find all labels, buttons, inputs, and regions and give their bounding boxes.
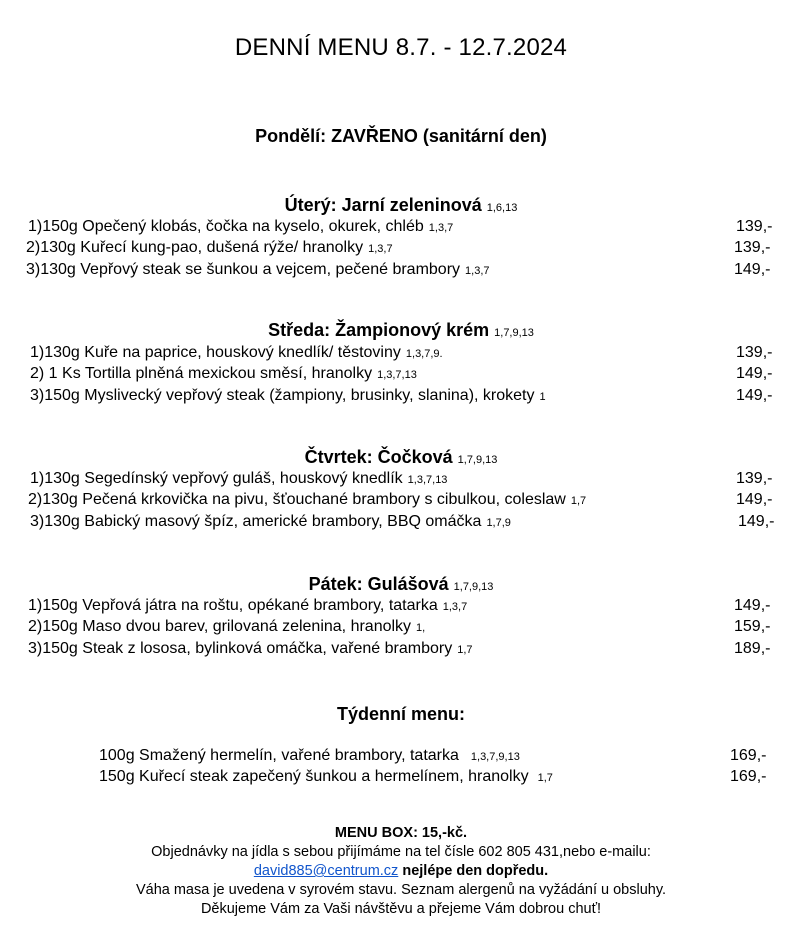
tuesday-soup-allergens: 1,6,13 [486,202,518,214]
item-text: 2)130g Kuřecí kung-pao, dušená rýže/ hranolky [26,239,364,256]
menu-title: DENNÍ MENU 8.7. - 12.7.2024 [234,34,568,61]
email-line [0,862,802,881]
thursday-soup-allergens: 1,7,9,13 [457,454,498,466]
thursday-item-3 [30,512,511,533]
item-text: 3)150g Myslivecký vepřový steak (žampiony, brusinky, slanina), krokety [30,387,535,404]
weekly-price-1: 169,- [730,747,767,764]
item-text: 2)150g Maso dvou barev, grilovaná zelenina, hranolky [28,618,412,635]
item-allergens: 1,3,7,13 [407,474,448,486]
menu-box-price: MENU BOX: 15,-kč. [334,825,468,841]
item-allergens: 1,3,7 [368,243,393,255]
thursday-price-1: 139,- [736,470,773,487]
thursday-heading [0,447,802,468]
tuesday-price-3: 149,- [734,261,771,278]
monday-closed: Pondělí: ZAVŘENO (sanitární den) [255,126,547,146]
wednesday-item-1 [30,343,443,364]
friday-heading [0,574,802,595]
wednesday-soup: Středa: Žampionový krém [268,320,490,340]
friday-price-3: 189,- [734,640,771,657]
weekly-item-1 [99,746,520,767]
friday-soup: Pátek: Gulášová [308,574,449,594]
tuesday-soup: Úterý: Jarní zeleninová [284,195,482,215]
thursday-price-2: 149,- [736,491,773,508]
item-allergens: 1, [416,622,426,634]
tuesday-heading [0,195,802,216]
item-allergens: 1 [539,391,546,403]
wednesday-price-1: 139,- [736,344,773,361]
wednesday-soup-allergens: 1,7,9,13 [494,327,534,339]
item-text: 1)150g Opečený klobás, čočka na kyselo, okurek, chléb [28,218,424,235]
item-allergens: 1,3,7 [442,601,468,613]
tuesday-price-1: 139,- [736,218,773,235]
friday-item-2 [28,617,425,638]
item-allergens: 1,3,7 [428,222,454,234]
tuesday-price-2: 139,- [734,239,771,256]
wednesday-heading [0,320,802,341]
thanks-note: Děkujeme Vám za Vaši návštěvu a přejeme Vám dobrou chuť! [200,901,602,917]
item-allergens: 1,3,7,9. [405,348,443,360]
wednesday-price-3: 149,- [736,387,773,404]
item-allergens: 1,7,9 [486,517,511,529]
item-text: 1)130g Segedínský vepřový guláš, houskový knedlík [30,470,403,487]
item-allergens: 1,7 [457,644,473,656]
weight-note: Váha masa je uvedena v syrovém stavu. Seznam alergenů na vyžádání u obsluhy. [135,882,667,898]
email-link[interactable]: david885@centrum.cz [253,863,399,879]
item-allergens: 1,7 [537,772,553,784]
item-text: 2)130g Pečená krkovička na pivu, šťouchané brambory s cibulkou, coleslaw [28,491,566,508]
friday-item-3 [28,639,473,660]
thursday-price-3: 149,- [738,513,775,530]
weekly-price-2: 169,- [730,768,767,785]
tuesday-item-3 [26,260,490,281]
order-advice: nejlépe den dopředu. [402,863,549,879]
wednesday-item-2 [30,364,417,385]
thursday-item-1 [30,469,447,490]
item-text: 1)150g Vepřová játra na roštu, opékané brambory, tatarka [28,597,438,614]
item-text: 3)130g Vepřový steak se šunkou a vejcem, pečené brambory [26,261,461,278]
item-text: 2) 1 Ks Tortilla plněná mexickou směsí, hranolky [30,365,373,382]
item-allergens: 1,3,7,9,13 [470,751,520,763]
weekly-heading: Týdenní menu: [336,704,465,724]
item-allergens: 1,3,7 [465,265,490,277]
item-allergens: 1,7 [570,495,587,507]
friday-item-1 [28,596,467,617]
orders-info: Objednávky na jídla s sebou přijímáme na tel čísle 602 805 431,nebo e-mailu: [151,844,651,860]
item-text: 1)130g Kuře na paprice, houskový knedlík/ těstoviny [30,344,401,361]
item-allergens: 1,3,7,13 [377,369,417,381]
item-text: 100g Smažený hermelín, vařené brambory, tatarka [99,747,459,764]
item-text: 3)150g Steak z lososa, bylinková omáčka, vařené brambory [28,640,453,657]
item-text: 150g Kuřecí steak zapečený šunkou a hermelínem, hranolky [99,768,529,785]
friday-soup-allergens: 1,7,9,13 [453,581,494,593]
friday-price-2: 159,- [734,618,771,635]
friday-price-1: 149,- [734,597,771,614]
wednesday-item-3 [30,386,546,407]
tuesday-item-2 [26,238,393,259]
wednesday-price-2: 149,- [736,365,773,382]
item-text: 3)130g Babický masový špíz, americké brambory, BBQ omáčka [30,513,482,530]
footer [0,824,802,919]
tuesday-item-1 [28,217,453,238]
thursday-item-2 [28,490,586,511]
weekly-item-2 [99,767,553,788]
thursday-soup: Čtvrtek: Čočková [304,447,453,467]
